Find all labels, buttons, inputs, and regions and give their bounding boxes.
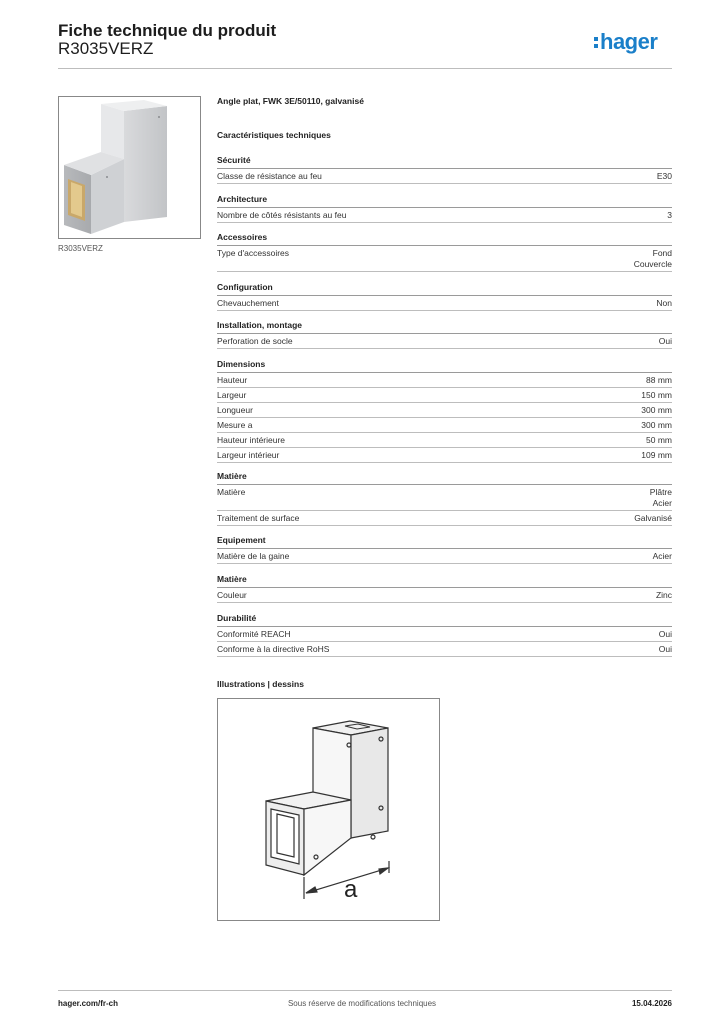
footer-date: 15.04.2026	[631, 999, 672, 1008]
dimension-label: a	[344, 876, 358, 903]
section-title: Durabilité	[217, 613, 672, 627]
section-installation	[217, 320, 672, 349]
illustrations-title: Illustrations | dessins	[217, 679, 304, 689]
section-title: Dimensions	[217, 359, 672, 373]
photo-caption: R3035VERZ	[58, 244, 103, 253]
section-title: Equipement	[217, 535, 672, 549]
section-dimensions	[217, 359, 672, 463]
technical-drawing	[217, 698, 440, 921]
footer-divider	[58, 990, 672, 991]
spec-row: Traitement de surface Galvanisé	[217, 511, 672, 526]
section-title: Matière	[217, 471, 672, 485]
spec-row: Hauteur intérieure 50 mm	[217, 433, 672, 448]
section-matiere-couleur	[217, 574, 672, 603]
product-description: Angle plat, FWK 3E/50110, galvanisé	[217, 96, 364, 106]
section-title: Sécurité	[217, 155, 672, 169]
footer-website-link[interactable]: hager.com/fr-ch	[58, 999, 119, 1008]
spec-row: Longueur 300 mm	[217, 403, 672, 418]
section-accessoires	[217, 232, 672, 272]
section-securite	[217, 155, 672, 184]
footer-disclaimer: Sous réserve de modifications techniques	[287, 999, 437, 1008]
section-durabilite	[217, 613, 672, 657]
spec-row: Chevauchement Non	[217, 296, 672, 311]
spec-row: Conforme à la directive RoHS Oui	[217, 642, 672, 657]
section-title: Configuration	[217, 282, 672, 296]
spec-row: Perforation de socle Oui	[217, 334, 672, 349]
spec-row: Hauteur 88 mm	[217, 373, 672, 388]
section-matiere	[217, 471, 672, 526]
section-configuration	[217, 282, 672, 311]
spec-row: Type d'accessoires Fond Couvercle	[217, 246, 672, 272]
spec-row: Largeur 150 mm	[217, 388, 672, 403]
spec-row: Largeur intérieur 109 mm	[217, 448, 672, 463]
section-title: Matière	[217, 574, 672, 588]
section-equipement	[217, 535, 672, 564]
spec-row: Nombre de côtés résistants au feu 3	[217, 208, 672, 223]
spec-row: Conformité REACH Oui	[217, 627, 672, 642]
section-architecture	[217, 194, 672, 223]
section-title: Installation, montage	[217, 320, 672, 334]
brand-name: hager	[600, 29, 658, 54]
hager-logo[interactable]	[593, 28, 673, 56]
section-title: Accessoires	[217, 232, 672, 246]
spec-row: Classe de résistance au feu E30	[217, 169, 672, 184]
angle-line-drawing	[218, 699, 439, 920]
section-title: Architecture	[217, 194, 672, 208]
characteristics-title: Caractéristiques techniques	[217, 130, 331, 140]
spec-row: Matière Plâtre Acier	[217, 485, 672, 511]
product-reference: R3035VERZ	[58, 39, 154, 58]
product-photo	[58, 96, 201, 239]
product-photo-image	[59, 97, 200, 238]
spec-row: Mesure a 300 mm	[217, 418, 672, 433]
page-title: Fiche technique du produit	[58, 21, 277, 40]
header-divider	[58, 68, 672, 69]
spec-row: Matière de la gaine Acier	[217, 549, 672, 564]
spec-row: Couleur Zinc	[217, 588, 672, 603]
